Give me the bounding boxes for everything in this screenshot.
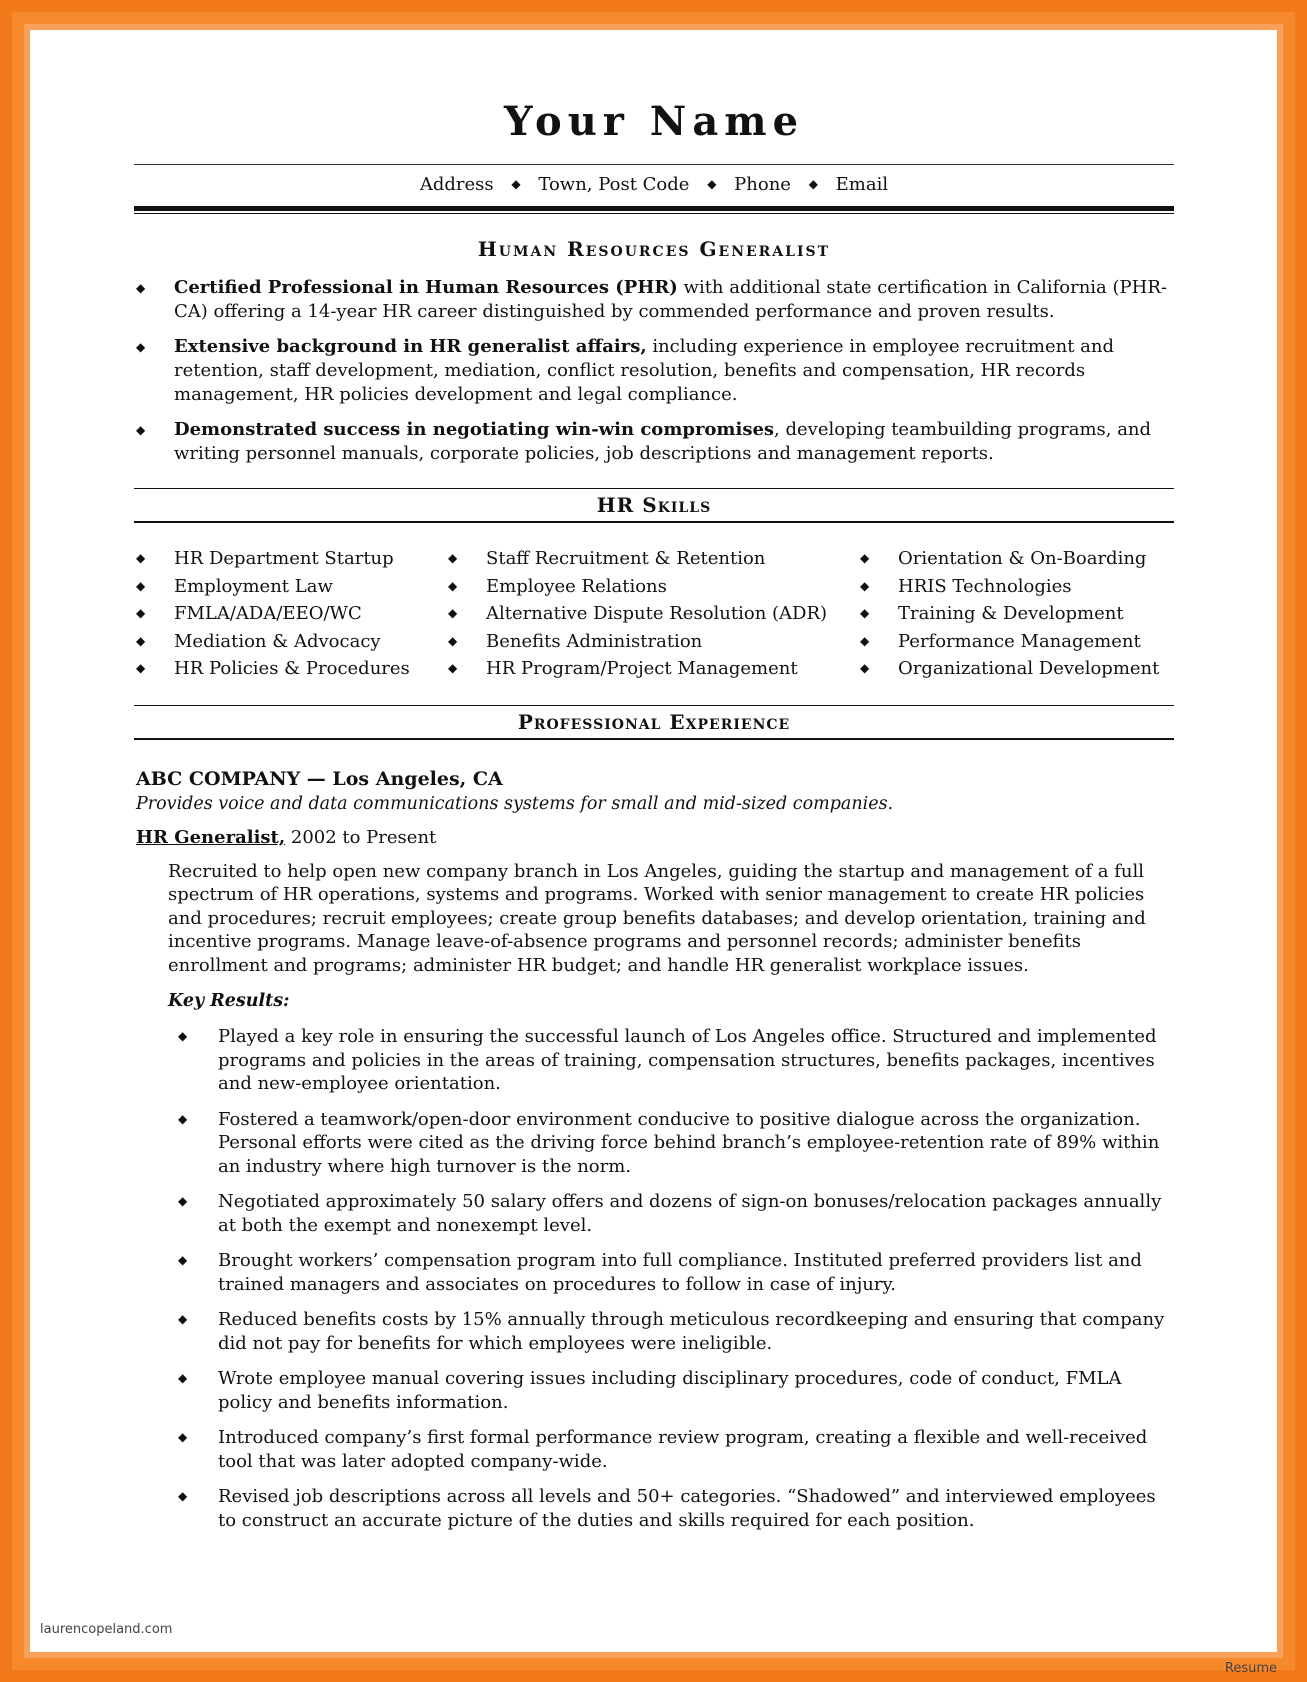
skill-label: HR Program/Project Management — [486, 658, 798, 679]
diamond-icon: ◆ — [448, 578, 458, 593]
skill-label: Employment Law — [174, 575, 333, 597]
diamond-icon: ◆ — [136, 661, 146, 675]
job-dates: 2002 to Present — [285, 826, 437, 848]
skill-label: Training & Development — [898, 603, 1124, 624]
skill-label: Performance Management — [898, 630, 1141, 652]
skill-label: Staff Recruitment & Retention — [486, 548, 766, 569]
skill-item — [446, 655, 858, 683]
skill-item — [858, 573, 1174, 601]
header-rule — [134, 164, 1174, 165]
key-result-item — [134, 1108, 1174, 1179]
diamond-icon: ◆ — [860, 578, 870, 593]
diamond-icon: ◆ — [448, 661, 458, 675]
key-result-text: Fostered a teamwork/open-door environment conducive to positive dialogue across the organization. Personal efforts were cited as the driving force behind branch’s employee-retention rate of 89% within an industry where high turnover is the norm. — [218, 1108, 1160, 1177]
skills-column-2 — [446, 545, 858, 683]
key-result-text: Negotiated approximately 50 salary offers and dozens of sign-on bonuses/relocation packages annually at both the exempt and nonexempt level. — [218, 1191, 1162, 1236]
diamond-icon: ◆ — [448, 606, 458, 620]
skill-item — [858, 600, 1174, 628]
header-double-rule — [134, 206, 1174, 211]
key-result-text: Revised job descriptions across all levels and 50+ categories. “Shadowed” and interviewed employees to construct an accurate picture of the duties and skills required for each position. — [218, 1486, 1156, 1531]
skill-label: Employee Relations — [486, 575, 667, 597]
summary-item — [134, 276, 1174, 324]
skill-item — [134, 573, 446, 601]
summary-item — [134, 418, 1174, 466]
skill-item — [858, 655, 1174, 683]
contact-address: Address — [419, 174, 494, 195]
diamond-icon: ◆ — [178, 1111, 188, 1126]
diamond-icon: ◆ — [178, 1253, 188, 1267]
source-watermark: laurencopeland.com — [40, 1622, 173, 1637]
contact-phone: Phone — [734, 174, 791, 195]
skill-label: Orientation & On-Boarding — [898, 548, 1147, 569]
diamond-icon: ◆ — [860, 606, 870, 620]
diamond-icon: ◆ — [178, 1371, 188, 1385]
key-result-text: Played a key role in ensuring the successful launch of Los Angeles office. Structured and implemented programs and policies in the areas of training, compensation structures, benefits packages, incentives and new-employee orientation. — [218, 1026, 1157, 1094]
skill-item — [858, 545, 1174, 573]
skill-item — [134, 655, 446, 683]
company-name: ABC COMPANY — Los Angeles, CA — [136, 767, 503, 790]
header-double-rule-thin — [134, 213, 1174, 214]
key-result-item — [134, 1249, 1174, 1296]
skill-item — [446, 545, 858, 573]
summary-bold: Certified Professional in Human Resources (PHR) — [174, 277, 678, 298]
skills-section-title: HR Skills — [134, 489, 1174, 523]
key-result-item — [134, 1308, 1174, 1355]
resume-corner-label: Resume — [1224, 1661, 1277, 1676]
skill-label: FMLA/ADA/EEO/WC — [174, 603, 362, 624]
skill-label: Mediation & Advocacy — [174, 630, 381, 652]
diamond-icon: ◆ — [136, 633, 146, 648]
diamond-icon: ◆ — [136, 340, 146, 354]
summary-bold: Demonstrated success in negotiating win-win compromises — [174, 419, 775, 440]
key-result-item — [134, 1367, 1174, 1414]
skill-label: Alternative Dispute Resolution (ADR) — [486, 603, 828, 624]
skill-label: HR Policies & Procedures — [174, 658, 410, 679]
summary-bold: Extensive background in HR generalist affairs, — [174, 336, 647, 357]
key-result-item — [134, 1485, 1174, 1532]
diamond-icon: ◆ — [136, 606, 146, 620]
job-role — [134, 826, 1174, 850]
key-result-item — [134, 1190, 1174, 1237]
resume-document — [134, 96, 1174, 1544]
company-tagline: Provides voice and data communications systems for small and mid-sized companies. — [136, 793, 894, 814]
diamond-icon: ◆ — [178, 1194, 188, 1208]
summary-text: , developing teambuilding programs, and writing personnel manuals, corporate policies, job descriptions and management reports. — [174, 419, 1152, 464]
skills-grid — [134, 545, 1174, 683]
diamond-icon: ◆ — [136, 281, 146, 295]
key-result-text: Introduced company’s first formal performance review program, creating a flexible and well-received tool that was later adopted company-wide. — [218, 1427, 1148, 1472]
summary-text: with additional state certification in California (PHR-CA) offering a 14-year HR career distinguished by commended performance and proven results. — [174, 277, 1167, 322]
diamond-icon: ◆ — [707, 177, 717, 191]
contact-line — [134, 174, 1174, 197]
diamond-icon: ◆ — [136, 578, 146, 593]
diamond-icon: ◆ — [136, 551, 146, 565]
contact-email: Email — [835, 174, 889, 195]
skill-item — [446, 573, 858, 601]
summary-list — [134, 276, 1174, 466]
skill-item — [858, 628, 1174, 656]
diamond-icon: ◆ — [808, 177, 818, 191]
skill-item — [134, 545, 446, 573]
diamond-icon: ◆ — [860, 633, 870, 648]
diamond-icon: ◆ — [178, 1312, 188, 1326]
skill-label: HR Department Startup — [174, 548, 394, 569]
key-result-text: Reduced benefits costs by 15% annually through meticulous recordkeeping and ensuring that company did not pay for benefits for which employees were ineligible. — [218, 1309, 1165, 1354]
skill-label: HRIS Technologies — [898, 575, 1072, 597]
resume-name: Your Name — [503, 98, 805, 145]
key-result-item — [134, 1426, 1174, 1473]
professional-headline: Human Resources Generalist — [477, 237, 831, 261]
diamond-icon: ◆ — [860, 551, 870, 565]
key-results-list — [134, 1025, 1174, 1532]
key-results-label: Key Results: — [168, 991, 290, 1011]
key-result-text: Wrote employee manual covering issues including disciplinary procedures, code of conduct, FMLA policy and benefits information. — [218, 1368, 1122, 1413]
key-result-item — [134, 1025, 1174, 1096]
summary-item — [134, 335, 1174, 407]
diamond-icon: ◆ — [448, 633, 458, 648]
diamond-icon: ◆ — [136, 423, 146, 437]
experience-section-title: Professional Experience — [134, 706, 1174, 740]
diamond-icon: ◆ — [178, 1430, 188, 1444]
diamond-icon: ◆ — [511, 177, 521, 191]
diamond-icon: ◆ — [860, 661, 870, 675]
skill-label: Organizational Development — [898, 658, 1160, 679]
skills-column-3 — [858, 545, 1174, 683]
skill-item — [134, 628, 446, 656]
job-title: HR Generalist, — [136, 826, 286, 848]
skill-item — [446, 628, 858, 656]
contact-town: Town, Post Code — [538, 174, 690, 195]
skill-label: Benefits Administration — [486, 630, 703, 652]
skill-item — [446, 600, 858, 628]
job-description: Recruited to help open new company branch in Los Angeles, guiding the startup and management of a full spectrum of HR operations, systems and programs. Worked with senior management to create HR policies and procedures; recruit employees; create group benefits databases; and develop orientation, training and incentive programs. Manage leave-of-absence programs and personnel records; administer benefits enrollment and programs; administer HR budget; and handle HR generalist workplace issues. — [168, 860, 1146, 976]
diamond-icon: ◆ — [178, 1029, 188, 1043]
diamond-icon: ◆ — [448, 551, 458, 565]
key-result-text: Brought workers’ compensation program into full compliance. Instituted preferred providers list and trained managers and associates on procedures to follow in case of injury. — [218, 1250, 1142, 1295]
skills-column-1 — [134, 545, 446, 683]
summary-text: including experience in employee recruitment and retention, staff development, mediation, conflict resolution, benefits and compensation, HR records management, HR policies development and legal compliance. — [174, 336, 1115, 405]
diamond-icon: ◆ — [178, 1489, 188, 1503]
skill-item — [134, 600, 446, 628]
